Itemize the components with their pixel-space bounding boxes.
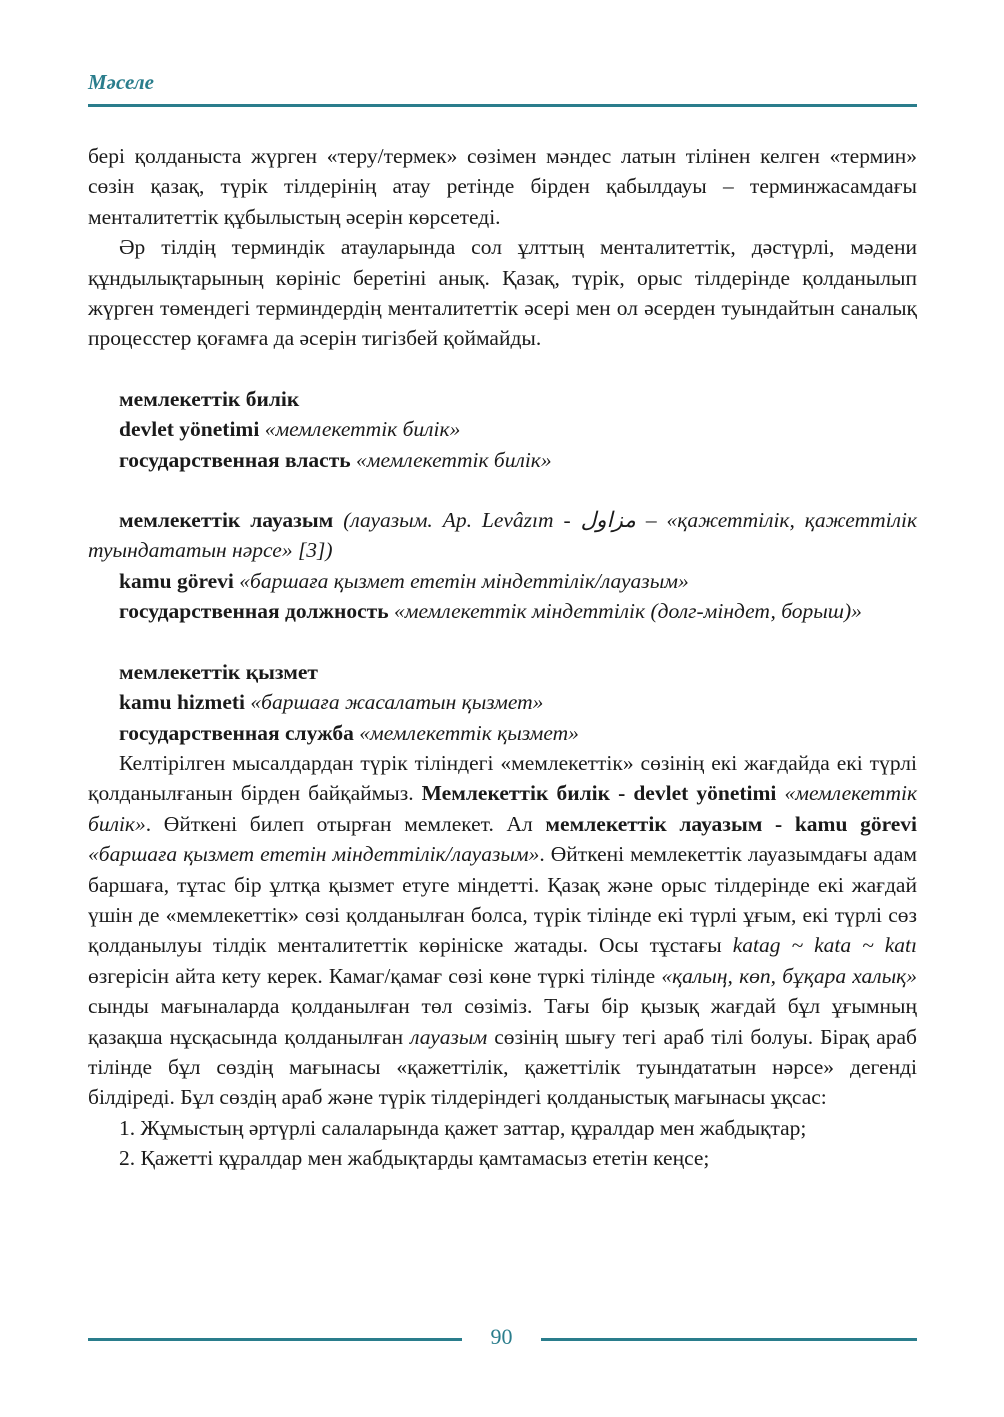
- text-run: сөзінің шығу тегі араб тілі болуы. Бірақ араб тілінде бұл сөздің мағынасы «қажеттілік, қажеттілік туындататын нәрсе» дегенді білдіреді. Бұл сөздің араб және түрік тілдеріндегі қолданыстық мағынасы ұқсас:: [88, 1024, 917, 1110]
- footer-rule-left: [88, 1338, 462, 1341]
- running-header: Мәселе: [88, 70, 154, 94]
- term-gloss: «баршаға жасалатын қызмет»: [250, 690, 544, 715]
- term-3-tr: [88, 687, 917, 717]
- page-body: [88, 141, 917, 1174]
- term-kz: мемлекеттік лауазым: [119, 508, 334, 533]
- term-2-ru: [88, 596, 917, 626]
- text-run: . Өйткені мемлекеттік лауазымдағы адам баршаға, тұтас бір ұлтқа қызмет етуге міндетті. Қазақ және орыс тілдерінде екі жағдай үшін де «мемлекеттік» сөзі қолданылған болса, түрік тілінде екі түрлі ұғым, екі түрлі сөз қолданылуы тілдік менталитеттік көрініске жатады. Осы тұстағы: [88, 842, 917, 958]
- term-kz: мемлекеттік билік: [119, 386, 300, 411]
- list-item: 2. Қажетті құралдар мен жабдықтарды қамтамасыз ететін кеңсе;: [119, 1146, 710, 1171]
- text-run: сынды мағыналарда қолданылған төл сөзіміз. Тағы бір қызық жағдай бұл ұғымның қазақша нұсқасында қолданылған: [88, 994, 917, 1049]
- list-item: 1. Жұмыстың әртүрлі салаларында қажет заттар, құралдар мен жабдықтар;: [119, 1115, 807, 1140]
- paragraph-1: бері қолданыста жүрген «теру/термек» сөзімен мәндес латын тілінен келген «термин» сөзін қазақ, түрік тілдерінің атау ретінде бірден қабылдауы – терминжасамдағы менталитеттік құбылыстың әсерін көрсетеді.: [88, 144, 917, 229]
- bold-term: Мемлекеттік билік - devlet yönetimi: [421, 781, 777, 806]
- term-gloss: «мемлекеттік билік»: [264, 417, 461, 442]
- italic-gloss: «қалың, көп, бұқара халық»: [661, 963, 917, 988]
- term-1-tr: [88, 414, 917, 444]
- term-3-ru: [88, 718, 917, 748]
- spacer: [88, 354, 917, 384]
- italic-term: лауазым: [410, 1024, 488, 1049]
- footer-rule-right: [541, 1338, 917, 1341]
- term-ru: государственная власть: [119, 447, 351, 472]
- page-number: 90: [490, 1324, 513, 1349]
- text-run: . Өйткені билеп отырған мемлекет. Ал: [145, 811, 546, 836]
- term-2-tr: [88, 566, 917, 596]
- paragraph-3: [88, 748, 917, 1113]
- italic-gloss: «баршаға қызмет ететін міндеттілік/лауазым»: [88, 842, 540, 867]
- term-gloss: «баршаға қызмет ететін міндеттілік/лауазым»: [239, 568, 689, 593]
- term-kz: мемлекеттік қызмет: [119, 659, 318, 684]
- italic-gloss: «мемлекеттік билік»: [88, 781, 918, 836]
- term-etymology: (лауазым. Ар. Levâzım - مزاول – «қажеттілік, қажеттілік туындататын нәрсе» [3]): [88, 508, 917, 563]
- term-3-kz: [88, 657, 917, 687]
- term-tr: kamu görevi: [119, 568, 234, 593]
- term-gloss: «мемлекеттік қызмет»: [359, 720, 579, 745]
- spacer: [88, 475, 917, 505]
- text-run: Келтірілген мысалдардан түрік тіліндегі «мемлекеттік» сөзінің екі жағдайда екі түрлі қолданылғанын бірден байқаймыз.: [88, 750, 917, 806]
- term-1-kz: [88, 384, 917, 414]
- term-tr: devlet yönetimi: [119, 417, 260, 442]
- term-gloss: «мемлекеттік билік»: [356, 447, 552, 472]
- header-rule: [88, 104, 917, 107]
- term-ru: государственная служба: [119, 720, 354, 745]
- spacer: [88, 627, 917, 657]
- term-tr: kamu hizmeti: [119, 690, 246, 715]
- bold-term: мемлекеттік лауазым - kamu görevi: [545, 811, 917, 836]
- text-run: өзгерісін айта кету керек. Камаг/қамағ сөзі көне түркі тілінде: [88, 963, 662, 988]
- italic-term: katag ~ kata ~ katı: [732, 933, 917, 958]
- term-1-ru: [88, 445, 917, 475]
- term-2-kz: [88, 505, 917, 566]
- paragraph-2: Әр тілдің терминдік атауларында сол ұлттың менталитеттік, дәстүрлі, мәдени құндылықтарының көрініс беретіні анық. Қазақ, түрік, орыс тілдерінде қолданылып жүрген төмендегі терминдердің менталитеттік әсері мен ол әсерден туындайтын саналық процесстер қоғамға да әсерін тигізбей қоймайды.: [88, 235, 917, 351]
- term-gloss: «мемлекеттік міндеттілік (долг-міндет, борыш)»: [394, 599, 862, 624]
- term-ru: государственная должность: [119, 599, 389, 624]
